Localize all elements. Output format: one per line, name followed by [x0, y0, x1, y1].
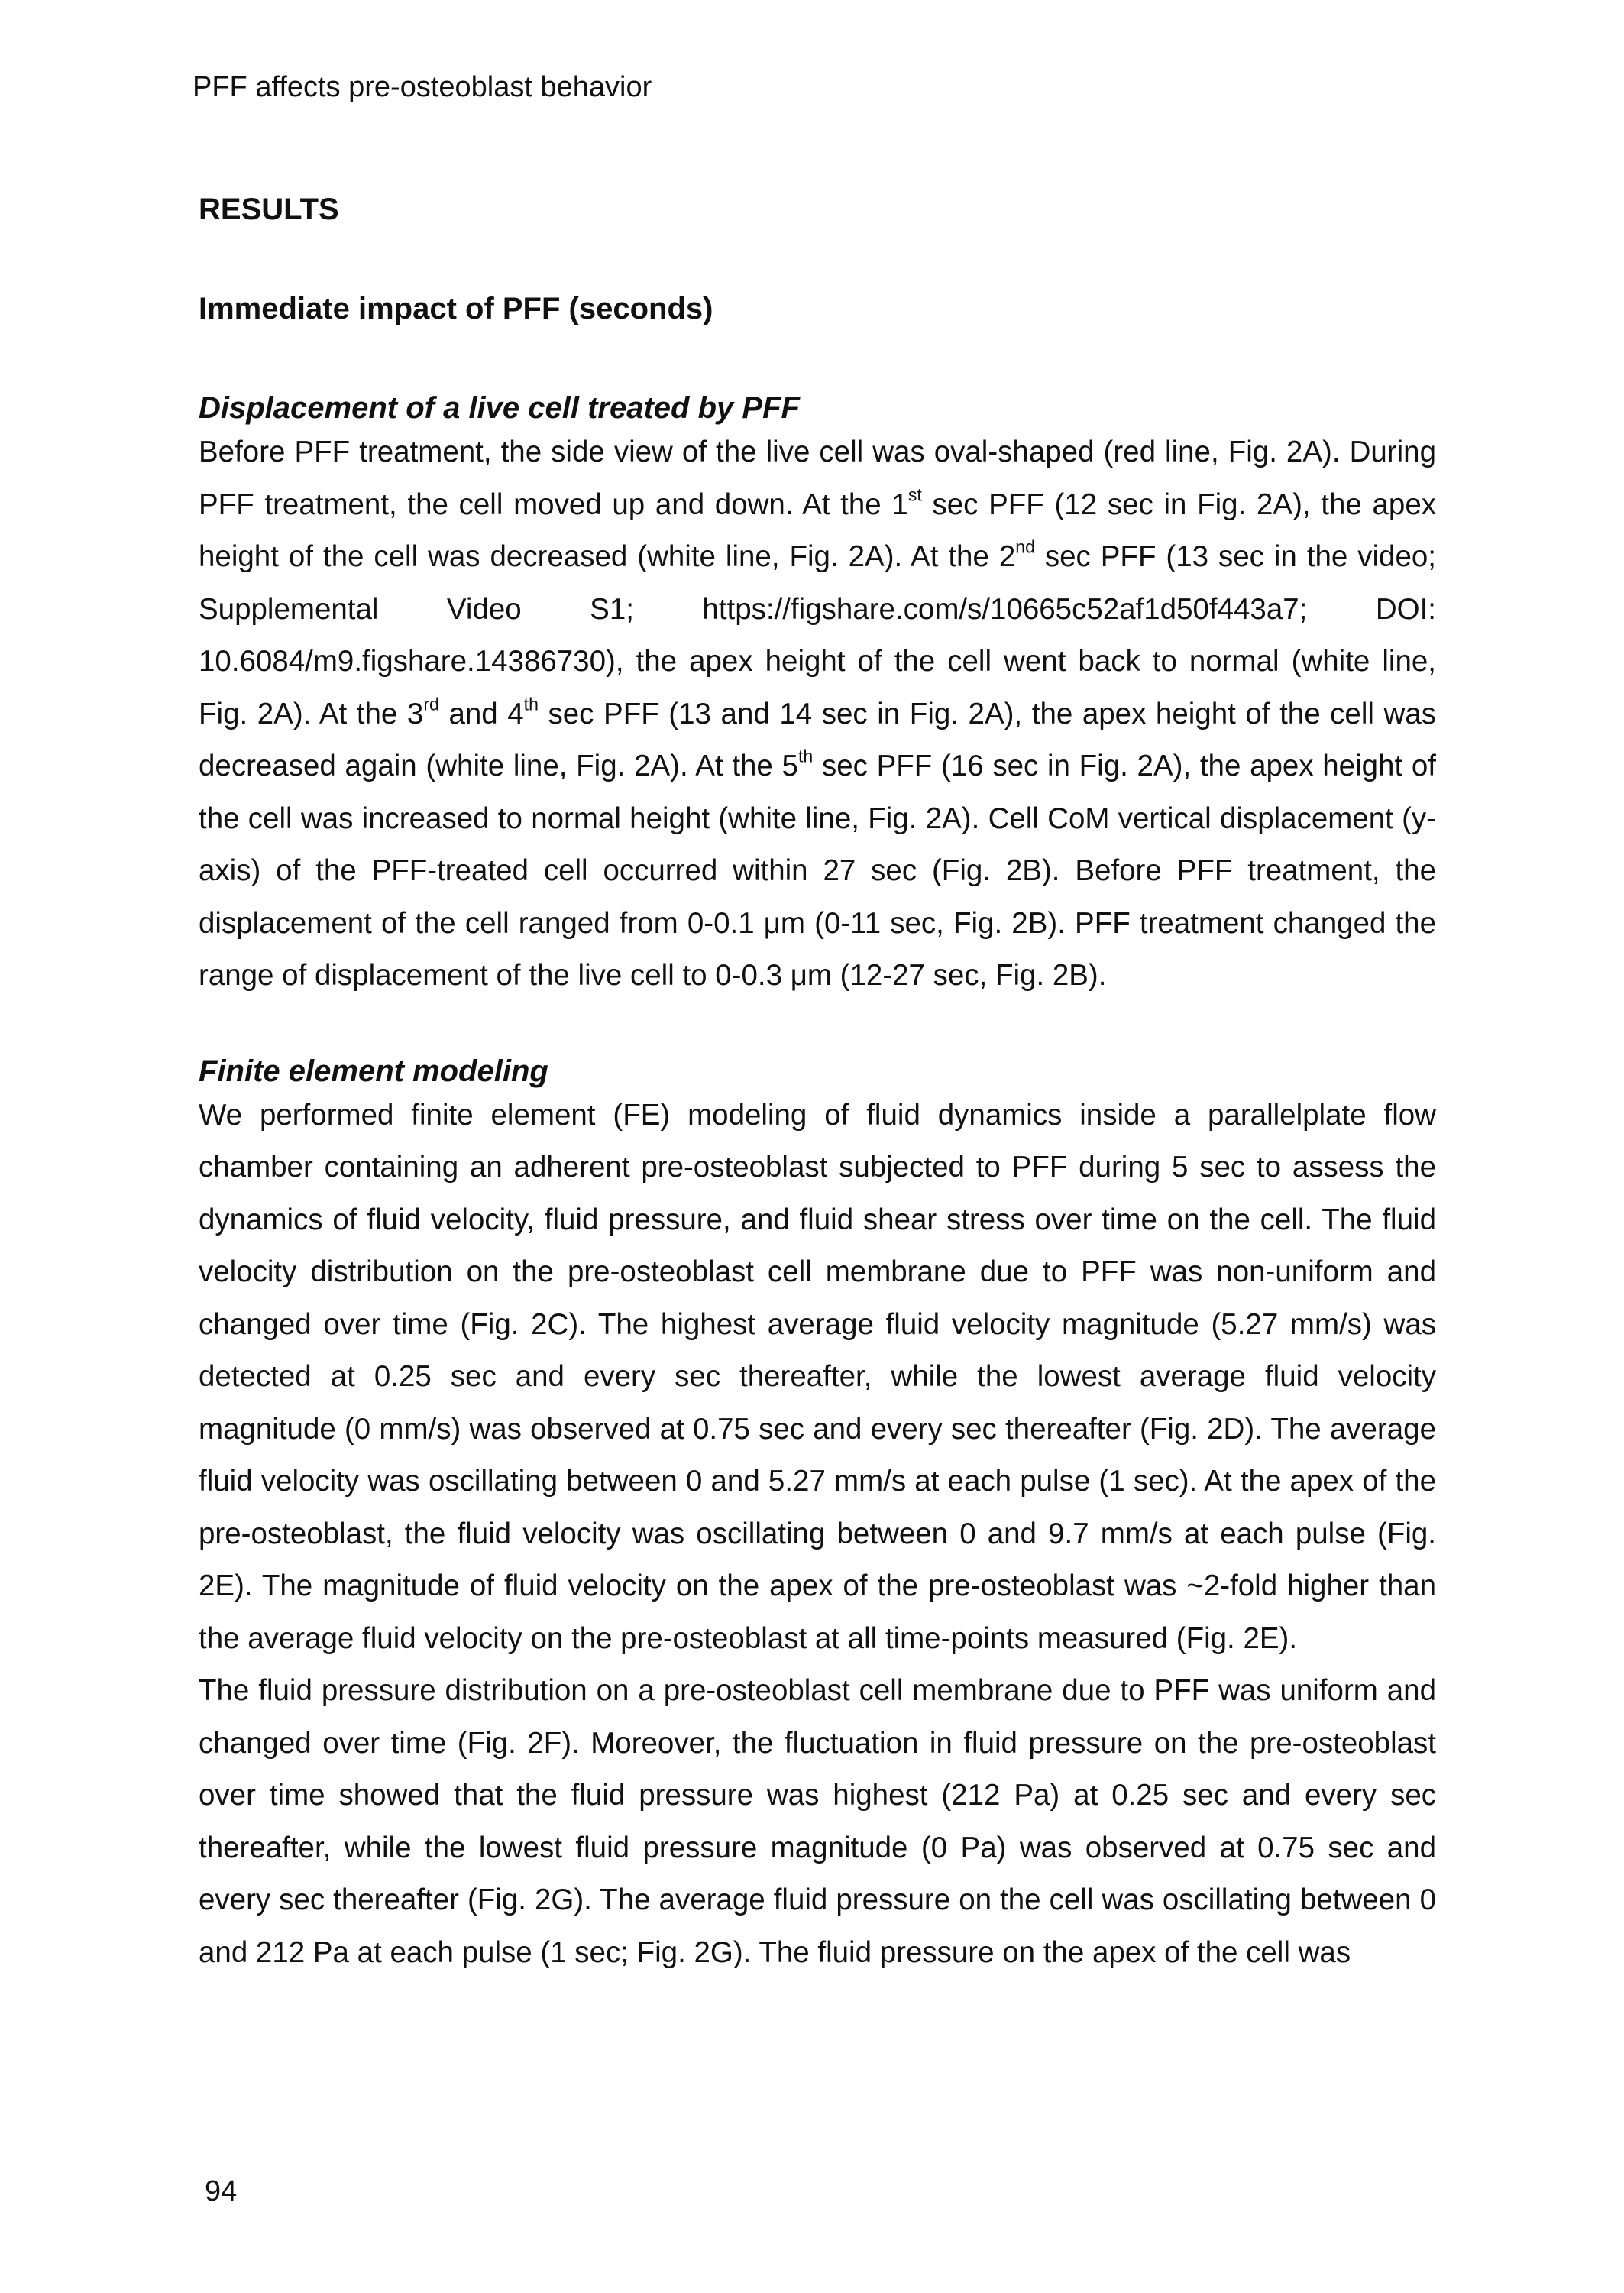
text-run: sec PFF (13 sec in the video; Supplemental Video S1; https://figshare.com/s/10665c52af1d50f443a7; DOI: 10.6084/m9.figshare.14386730), the apex height of the cell went back to normal (white line, Fig. 2A). At the 3 — [199, 540, 1436, 730]
section-heading: Immediate impact of PFF (seconds) — [199, 292, 713, 325]
ordinal-suffix: rd — [423, 694, 439, 714]
ordinal-suffix: st — [907, 484, 922, 505]
text-run: sec PFF (13 and 14 sec in Fig. 2A), the apex height of the cell was decreased again (white line, Fig. 2A). At the 5 — [199, 697, 1437, 782]
text-run: sec PFF (12 sec in Fig. 2A), the apex height of the cell was decreased (white line, Fig. 2A). At the 2 — [199, 487, 1436, 573]
text-run: Before PFF treatment, the side view of the live cell was oval-shaped (red line, Fig. 2A). During PFF treatment, the cell moved up and down. At the 1 — [199, 436, 1436, 521]
page-body — [199, 191, 1436, 1979]
paragraph-fluid-velocity: We performed finite element (FE) modeling of fluid dynamics inside a parallelplate flow chamber containing an adherent pre-osteoblast subjected to PFF during 5 sec to assess the dynamics of fluid velocity, fluid pressure, and fluid shear stress over time on the cell. The fluid velocity distribution on the pre-osteoblast cell membrane due to PFF was non-uniform and changed over time (Fig. 2C). The highest average fluid velocity magnitude (5.27 mm/s) was detected at 0.25 sec and every sec thereafter, while the lowest average fluid velocity magnitude (0 mm/s) was observed at 0.75 sec and every sec thereafter (Fig. 2D). The average fluid velocity was oscillating between 0 and 5.27 mm/s at each pulse (1 sec). At the apex of the pre-osteoblast, the fluid velocity was oscillating between 0 and 9.7 mm/s at each pulse (Fig. 2E). The magnitude of fluid velocity on the apex of the pre-osteoblast was ~2-fold higher than the average fluid velocity on the pre-osteoblast at all time-points measured (Fig. 2E). — [199, 1098, 1436, 1655]
subsection-heading-fe-modeling: Finite element modeling — [199, 1054, 548, 1088]
ordinal-suffix: th — [797, 746, 814, 766]
text-run: and 4 — [438, 697, 524, 730]
running-header: PFF affects pre-osteoblast behavior — [192, 71, 652, 103]
paragraph-fluid-pressure: The fluid pressure distribution on a pre-osteoblast cell membrane due to PFF was uniform and changed over time (Fig. 2F). Moreover, the fluctuation in fluid pressure on the pre-osteoblast over time showed that the fluid pressure was highest (212 Pa) at 0.25 sec and every sec thereafter, while the lowest fluid pressure magnitude (0 Pa) was observed at 0.75 sec and every sec thereafter (Fig. 2G). The average fluid pressure on the cell was oscillating between 0 and 212 Pa at each pulse (1 sec; Fig. 2G). The fluid pressure on the apex of the cell was — [199, 1674, 1436, 1969]
text-run: sec PFF (16 sec in Fig. 2A), the apex height of the cell was increased to normal height (white line, Fig. 2A). Cell CoM vertical displacement (y-axis) of the PFF-treated cell occurred within 27 sec (Fig. 2B). Before PFF treatment, the displacement of the cell ranged from 0-0.1 μm (0-11 sec, Fig. 2B). PFF treatment changed the range of displacement of the live cell to 0-0.3 μm (12-27 sec, Fig. 2B). — [199, 750, 1436, 992]
subsection-heading-displacement: Displacement of a live cell treated by PFF — [199, 391, 800, 425]
paragraph-displacement — [199, 426, 1436, 1002]
results-heading: RESULTS — [199, 193, 339, 226]
ordinal-suffix: th — [523, 694, 539, 714]
ordinal-suffix: nd — [1015, 536, 1035, 557]
page-number: 94 — [205, 2175, 238, 2207]
